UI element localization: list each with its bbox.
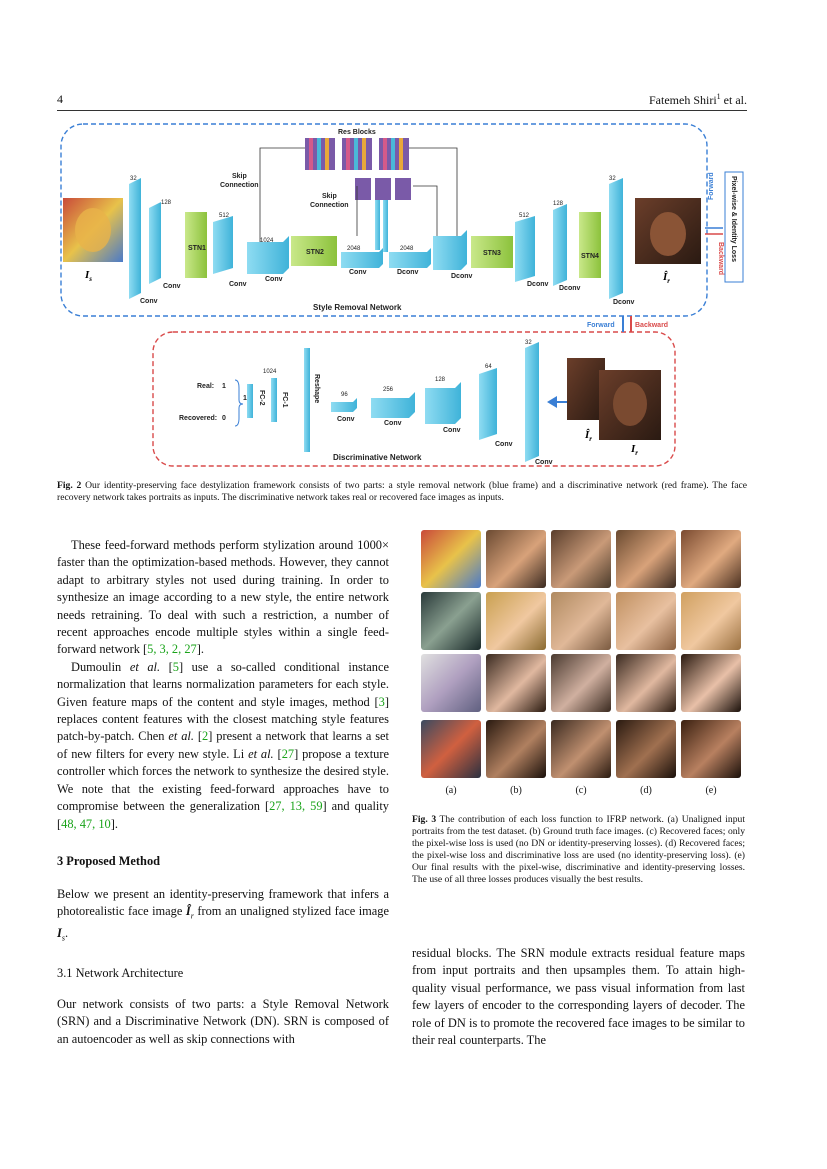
- dconv-label-5: Dconv: [613, 299, 635, 306]
- output-label: $Î_r$: [663, 271, 671, 285]
- figure-3-caption: Fig. 3 The contribution of each loss function to IFRP network. (a) Unaligned input portraits from the test dataset. (b) Ground truth face images. (c) Recovered faces; only the pixel-wise loss is used (no DN or identity-preserving losses). (d) Recovered faces; the pixel-wise loss and discriminative loss are used (no identity-preserving loss). (e) Our final results with the pixel-wise, discriminative and identity-preserving losses. The use of all three losses produces visually the best results.: [412, 814, 745, 885]
- paragraph-2: Dumoulin et al. [5] use a so-called conditional instance normalization that learns normalization parameters for each style. Given feature maps of the content and style images, method [3] replaces content features with the closest matching style features patch-by-patch. Chen et al. [2] present a network that learns a set of new filters for every new style. Li et al. [27] propose a texture controller which forces the network to synthesize the desired style. We note that the existing feed-forward approaches have to compromise between the generalization [27, 13, 59] and quality [48, 47, 10].: [57, 659, 390, 831]
- res-blocks-label: Res Blocks: [338, 129, 376, 136]
- figure-2-caption: Fig. 2 Our identity-preserving face destylization framework consists of two parts: a style removal network (blue frame) and a discriminative network (red frame). The face recovery network takes portraits as inputs. The discriminative network takes real or recovered face images as inputs.: [57, 480, 747, 503]
- forward-label-2: Forward: [587, 322, 615, 329]
- dn-title: Discriminative Network: [333, 453, 422, 462]
- dn-conv-2: Conv: [384, 420, 402, 427]
- dn-128: 128: [435, 377, 446, 383]
- conv-label-5: Conv: [349, 269, 367, 276]
- paragraph-4: Our network consists of two parts: a Style Removal Network (SRN) and a Discriminative Network (DN). SRN is composed of an autoencoder as well as skip connections with: [57, 997, 389, 1046]
- stn1-label: STN1: [188, 245, 206, 252]
- right-column: [412, 945, 745, 1049]
- dn-64: 64: [485, 364, 492, 370]
- backward-label: Backward: [717, 242, 724, 276]
- layer-32: 32: [130, 176, 137, 182]
- col-label-b: (b): [510, 785, 522, 796]
- layer-2048b: 2048: [400, 246, 414, 252]
- paragraph-3: Below we present an identity-preserving framework that infers a photorealistic face image $Î_r$ from an unaligned stylized face image $I_s$.: [57, 887, 389, 943]
- page-header: [57, 92, 747, 110]
- skip-label-2b: Connection: [310, 202, 349, 209]
- page-number: 4: [57, 92, 63, 106]
- stn2-label: STN2: [306, 249, 324, 256]
- left-column-3: [57, 996, 389, 1048]
- skip-label-2: Skip: [322, 193, 337, 200]
- layer-2048a: 2048: [347, 246, 361, 252]
- dn-conv-5: Conv: [535, 459, 553, 466]
- input-label: $I_s$: [85, 269, 93, 283]
- col-label-d: (d): [640, 785, 652, 796]
- skip-label-1: Skip: [232, 173, 247, 180]
- reshape-label: Reshape: [313, 374, 320, 404]
- recovered-value: 0: [222, 415, 226, 422]
- dn-32: 32: [525, 340, 532, 346]
- conv-label-2: Conv: [163, 283, 181, 290]
- dn-conv-3: Conv: [443, 427, 461, 434]
- layer-512-dec: 512: [519, 213, 530, 219]
- dconv-label-2: Dconv: [451, 273, 473, 280]
- section-title: 3 Proposed Method: [57, 854, 161, 868]
- srn-title: Style Removal Network: [313, 303, 402, 312]
- running-author: Fatemeh Shiri$^1$ et al.: [649, 92, 747, 107]
- conv-label-3: Conv: [229, 281, 247, 288]
- layer-128: 128: [161, 200, 172, 206]
- col-label-e: (e): [705, 785, 717, 796]
- loss-label: Pixel-wise & Identity Loss: [730, 176, 737, 262]
- col-label-c: (c): [575, 785, 587, 796]
- layer-512: 512: [219, 213, 230, 219]
- dn-conv-4: Conv: [495, 441, 513, 448]
- decoder: [433, 176, 635, 306]
- dconv-label-4: Dconv: [559, 285, 581, 292]
- stn4-label: STN4: [581, 253, 599, 260]
- dn-1024: 1024: [263, 369, 277, 375]
- dconv-label-3: Dconv: [527, 281, 549, 288]
- subsection-title: 3.1 Network Architecture: [57, 966, 184, 980]
- res-blocks: [305, 129, 411, 252]
- dn-96: 96: [341, 392, 348, 398]
- figure-2-diagram: [57, 118, 757, 480]
- conv-label: Conv: [140, 298, 158, 305]
- discriminative-network: [179, 340, 661, 466]
- recovered-label: Recovered:: [179, 415, 218, 422]
- ir-label: $I_r$: [631, 443, 639, 457]
- stn3-label: STN3: [483, 250, 501, 257]
- paragraph-1: These feed-forward methods perform stylization around 1000× faster than the optimization-based methods. However, they cannot adapt to arbitrary styles not used during training. In order to synthesize an image according to a new style, the entire network needs retraining. To deal with such a restriction, a number of recent approaches encode multiple styles within a single feed-forward network [5, 3, 2, 27].: [57, 538, 389, 657]
- forward-label: Forward: [708, 172, 715, 200]
- dn-256: 256: [383, 387, 394, 393]
- right-paragraph: residual blocks. The SRN module extracts residual feature maps from input portraits and then upsamples them. To attain high-quality visual performance, we pass visual information from last few layers of encoder to the corresponding layers of decoder. The role of DN is to promote the recovered face images to be similar to their real counterparts. The: [412, 946, 745, 1048]
- ir-hat-label: $Î_r$: [585, 429, 593, 443]
- layer-128-dec: 128: [553, 201, 564, 207]
- layer-32-dec: 32: [609, 176, 616, 182]
- real-label: Real:: [197, 383, 215, 390]
- col-label-a: (a): [445, 785, 457, 796]
- real-value: 1: [222, 383, 226, 390]
- left-column: [57, 537, 389, 833]
- dn-conv-1: Conv: [337, 416, 355, 423]
- fc-one: 1: [243, 395, 247, 402]
- figure-3-grid: [421, 530, 743, 778]
- header-rule: [57, 110, 747, 111]
- backward-label-2: Backward: [635, 322, 669, 329]
- skip-label-1b: Connection: [220, 182, 259, 189]
- dconv-label: Dconv: [397, 269, 419, 276]
- fc1-label: FC-1: [281, 392, 288, 408]
- conv-label-4: Conv: [265, 276, 283, 283]
- left-column-2: [57, 886, 389, 947]
- layer-1024: 1024: [260, 238, 274, 244]
- fc2-label: FC-2: [258, 390, 265, 406]
